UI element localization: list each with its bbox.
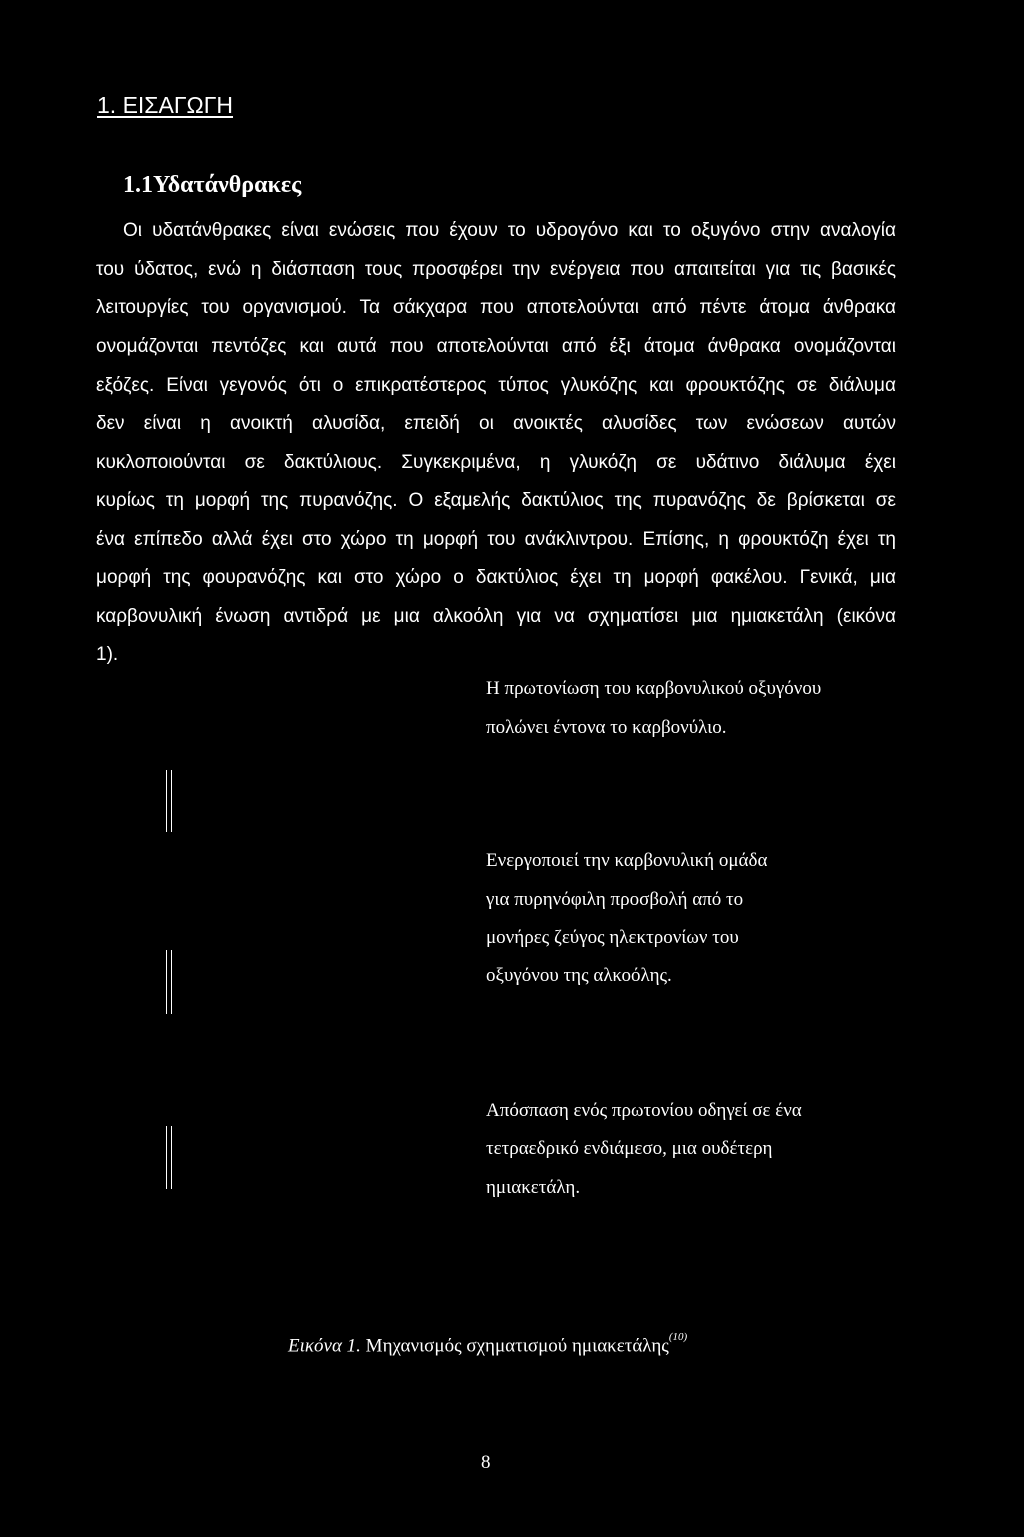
note-line: Απόσπαση ενός πρωτονίου οδηγεί σε ένα [486, 1100, 802, 1121]
note-line: για πυρηνόφιλη προσβολή από το [486, 889, 744, 910]
note-line: μονήρες ζεύγος ηλεκτρονίων του [486, 927, 739, 948]
note-line: Η πρωτονίωση του καρβονυλικού οξυγόνου [486, 678, 822, 699]
subsection-heading: 1.1Υδατάνθρακες [123, 172, 302, 198]
page-number: 8 [481, 1452, 491, 1473]
double-bond-line [166, 950, 172, 1014]
paragraph-line: μορφή της φουρανόζης και στο χώρο ο δακτύλιος έχει τη μορφή φακέλου. Γενικά, μια [96, 567, 896, 588]
paragraph-line: του ύδατος, ενώ η διάσπαση τους προσφέρει την ενέργεια που απαιτείται για τις βασικές [96, 259, 896, 280]
paragraph-line: καρβονυλική ένωση αντιδρά με μια αλκοόλη για να σχηματίσει μια ημιακετάλη (εικόνα [96, 606, 896, 627]
paragraph-line: ονομάζονται πεντόζες και αυτά που αποτελούνται από έξι άτομα άνθρακα ονομάζονται [96, 336, 896, 357]
note-line: οξυγόνου της αλκοόλης. [486, 965, 672, 986]
paragraph-line: ένα επίπεδο αλλά έχει στο χώρο τη μορφή του ανάκλιντρου. Επίσης, η φρουκτόζη έχει τη [96, 529, 896, 550]
figure-caption [288, 1331, 688, 1357]
paragraph-line: κυρίως τη μορφή της πυρανόζης. Ο εξαμελής δακτύλιος της πυρανόζης δε βρίσκεται σε [96, 490, 896, 511]
paragraph-line: εξόζες. Είναι γεγονός ότι ο επικρατέστερος τύπος γλυκόζης και φρουκτόζης σε διάλυμα [96, 375, 896, 396]
figure-caption-text: Μηχανισμός σχηματισμού ημιακετάλης [365, 1335, 669, 1357]
note-line: ημιακετάλη. [486, 1177, 581, 1198]
paragraph-line: 1). [96, 644, 119, 665]
note-line: τετραεδρικό ενδιάμεσο, μια ουδέτερη [486, 1138, 773, 1159]
note-line: πολώνει έντονα το καρβονύλιο. [486, 717, 727, 738]
note-line: Ενεργοποιεί την καρβονυλική ομάδα [486, 850, 768, 871]
section-heading: 1. ΕΙΣΑΓΩΓΗ [97, 92, 234, 118]
paragraph-line: Οι υδατάνθρακες είναι ενώσεις που έχουν το υδρογόνο και το οξυγόνο στην αναλογία [123, 220, 896, 241]
paragraph-line: κυκλοποιούνται σε δακτύλιους. Συγκεκριμένα, η γλυκόζη σε υδάτινο διάλυμα έχει [96, 452, 896, 473]
double-bond-line [166, 770, 172, 832]
paragraph-line: λειτουργίες του οργανισμού. Τα σάκχαρα που αποτελούνται από πέντε άτομα άνθρακα [96, 297, 896, 318]
figure-reference: (10) [668, 1331, 688, 1343]
paragraph-line: δεν είναι η ανοικτή αλυσίδα, επειδή οι ανοικτές αλυσίδες των ενώσεων αυτών [96, 413, 896, 434]
double-bond-line [166, 1126, 172, 1189]
figure-label: Εικόνα 1. [288, 1335, 361, 1357]
